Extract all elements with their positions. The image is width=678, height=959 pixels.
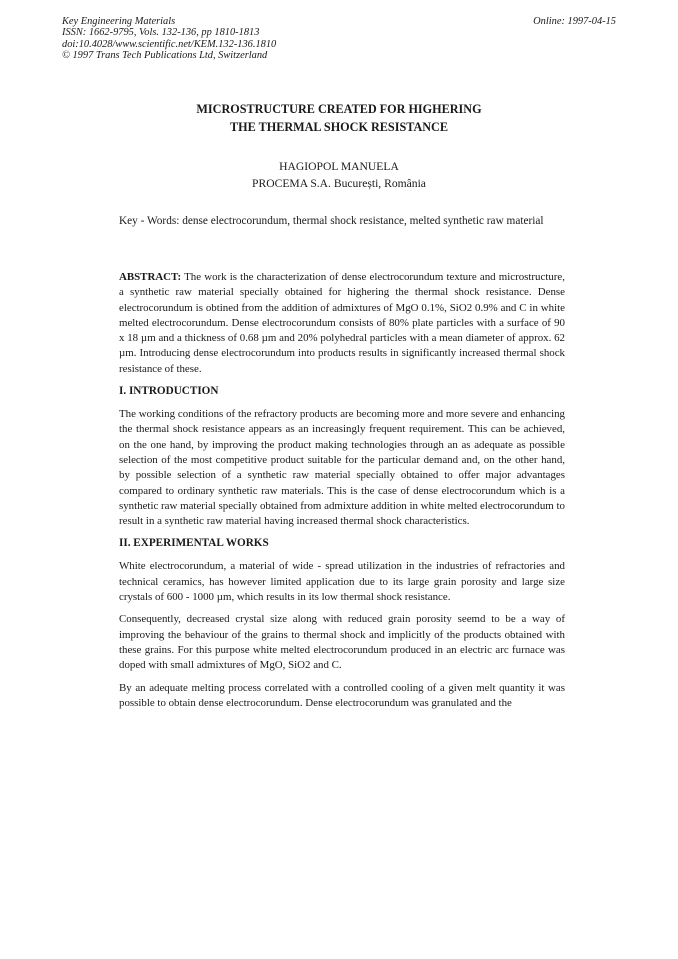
author-block [0,158,678,192]
running-header [62,16,276,62]
section-heading-experimental: II. EXPERIMENTAL WORKS [119,537,269,550]
title-line-2: THE THERMAL SHOCK RESISTANCE [230,120,448,134]
issn-line: ISSN: 1662-9795, Vols. 132-136, pp 1810-1813 [62,27,260,39]
paragraph: The working conditions of the refractory products are becoming more and more severe and enhancing the thermal shock resistance appears as an increasingly frequent requirement. This can be achieved, on the one hand, by improving the product making technologies through an as adequate as possible selection of the most competitive product suitable for the particular demand and, on the other hand, by possible selection of a synthetic raw material specially obtained to offer major advantages compared to ordinary synthetic raw materials. This is the case of dense electrocorundum which is a synthetic raw material specially obtained from admixture addition in white melted electrocorundum to result in a synthetic raw material having increased thermal shock characteristics. [119,408,565,528]
title-line-1: MICROSTRUCTURE CREATED FOR HIGHERING [196,102,482,116]
doi-link[interactable]: doi:10.4028/www.scientific.net/KEM.132-136.1810 [62,38,277,50]
abstract-label: ABSTRACT: [119,271,182,283]
keywords: Key - Words: dense electrocorundum, thermal shock resistance, melted synthetic raw material [119,215,544,227]
section-heading-introduction: I. INTRODUCTION [119,385,219,398]
paper-body [119,270,565,718]
abstract [119,270,565,377]
paragraph: Consequently, decreased crystal size along with reduced grain porosity seemd to be a way of improving the behaviour of the grains to thermal shock and implicitly of the products obtained with these grains. For this purpose white melted electrocorundum produced in an electric arc furnace was doped with small admixtures of MgO, SiO2 and C. [119,613,565,672]
author-affiliation: PROCEMA S.A. București, România [252,177,426,190]
abstract-text: The work is the characterization of dense electrocorundum texture and microstructure, a synthetic raw material specially obtained for highering the thermal shock resistance. Dense electrocorundum is obtined from the addition of admixtures of MgO 0.1%, SiO2 0.9% and C in white melted electrocorundum. Dense electrocorundum consists of 80% plate particles with a surface of 90 x 18 µm and a thickness of 0.68 µm and 20% polyhedral particles with a mean diameter of approx. 62 µm. Introducing dense electrocorundum into products results in significantly increased thermal shock resistance of these. [119,271,565,375]
paper-title [0,100,678,136]
paragraph: White electrocorundum, a material of wide - spread utilization in the industries of refractories and technical ceramics, has however limited application due to its large grain porosity and large size crystals of 600 - 1000 µm, which results in its low thermal shock resistance. [119,560,565,604]
journal-name: Key Engineering Materials [62,16,176,27]
author-name: HAGIOPOL MANUELA [279,160,399,173]
paragraph: By an adequate melting process correlated with a controlled cooling of a given melt quantity it was possible to obtain dense electrocorundum. Dense electrocorundum was granulated and the [119,681,565,709]
copyright-line: © 1997 Trans Tech Publications Ltd, Switzerland [62,50,268,62]
online-date: Online: 1997-04-15 [533,16,616,27]
